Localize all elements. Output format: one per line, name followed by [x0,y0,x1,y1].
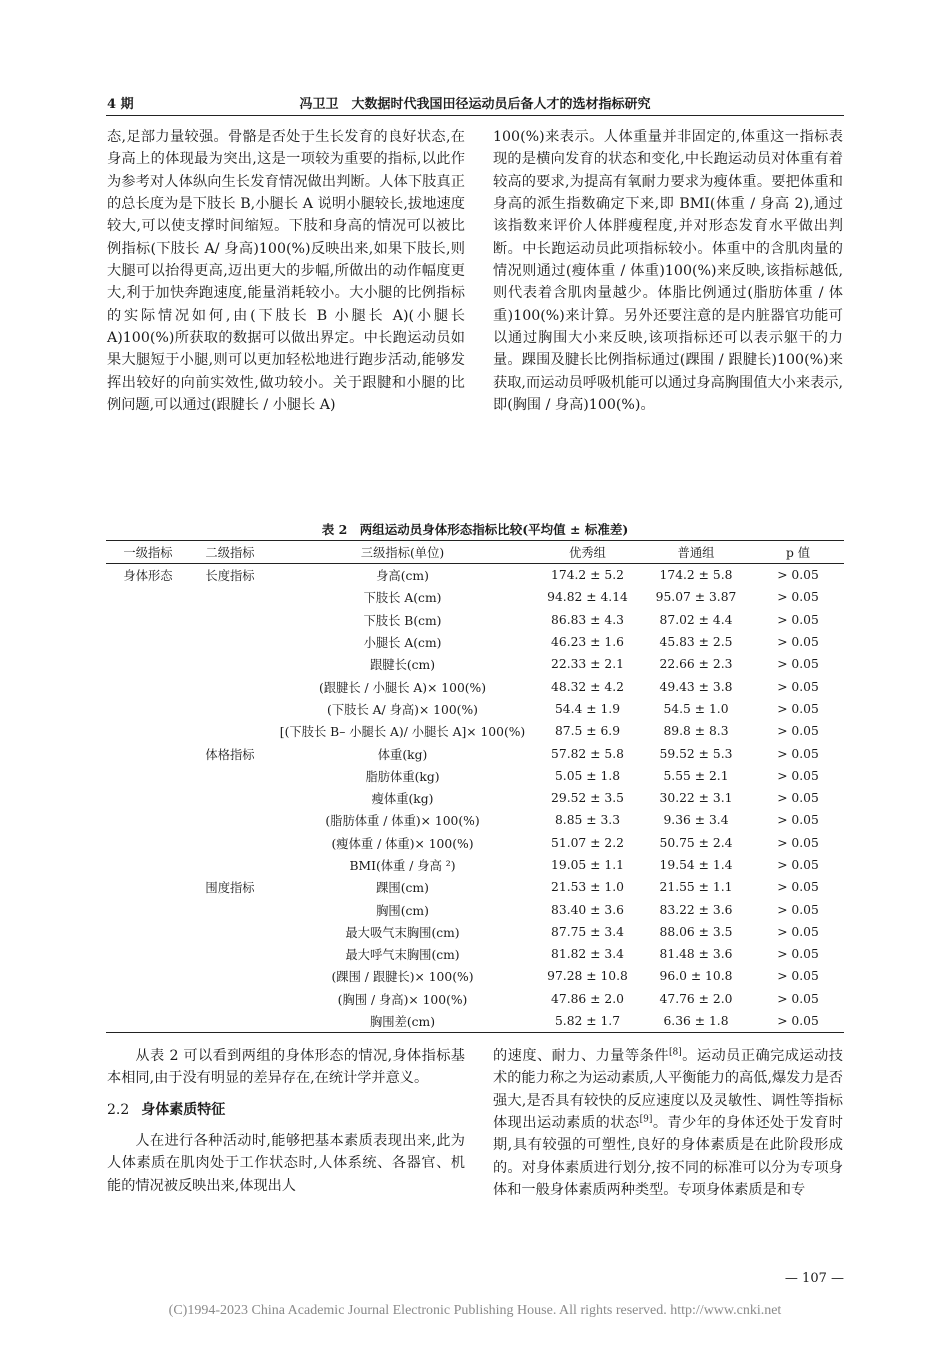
level2-cell: 体格指标 [205,747,255,762]
level2-cell [190,854,270,876]
p-value-cell: > 0.05 [777,791,819,806]
table-row [106,809,844,831]
level3-cell: 胸围(cm) [376,903,429,918]
excellent-cell: 97.28 ± 10.8 [547,969,628,984]
level1-cell [106,943,190,965]
level1-cell [106,809,190,831]
table-row [106,988,844,1010]
excellent-cell: 51.07 ± 2.2 [551,835,624,850]
page-number: — 107 — [784,1271,844,1286]
table-row [106,876,844,898]
excellent-cell: 19.05 ± 1.1 [551,858,624,872]
p-value-cell: > 0.05 [777,724,819,739]
excellent-cell: 87.5 ± 6.9 [554,724,621,739]
level1-cell [106,898,190,920]
reference-8[interactable]: [8] [668,1047,682,1058]
header-level3: 三级指标(单位) [360,546,445,560]
level3-cell: (下肢长 A/ 身高)× 100(%) [327,702,478,717]
ordinary-cell: 81.48 ± 3.6 [659,947,733,962]
level1-cell [106,787,190,809]
level1-cell [106,854,190,876]
level3-cell: (踝围 / 跟腱长)× 100(%) [331,970,474,985]
table-row [106,742,844,764]
header-level2: 二级指标 [205,546,255,560]
level1-cell [106,586,190,608]
excellent-cell: 8.85 ± 3.3 [554,813,621,828]
level2-cell [190,832,270,854]
p-value-cell: > 0.05 [777,813,819,828]
level1-cell [106,609,190,631]
table-row [106,631,844,653]
level3-cell: (瘦体重 / 体重)× 100(%) [331,836,474,851]
bottom-right-column [493,1045,843,1201]
ordinary-cell: 30.22 ± 3.1 [659,791,733,806]
level2-cell [190,1010,270,1033]
table-row [106,898,844,920]
table-row [106,1010,844,1033]
header-issue: 4 期 [107,97,134,112]
level1-cell [106,832,190,854]
ordinary-cell: 21.55 ± 1.1 [659,880,733,895]
ordinary-cell: 45.83 ± 2.5 [659,635,733,650]
p-value-cell: > 0.05 [777,612,819,627]
table-row [106,653,844,675]
p-value-cell: > 0.05 [777,969,819,984]
ordinary-cell: 9.36 ± 3.4 [663,813,729,828]
ordinary-cell: 6.36 ± 1.8 [663,1014,729,1029]
table-row [106,564,844,587]
p-value-cell: > 0.05 [777,1014,819,1029]
level3-cell: 下肢长 B(cm) [363,613,442,628]
table-header-row [106,541,844,564]
p-value-cell: > 0.05 [777,880,819,895]
level2-cell: 长度指标 [205,569,255,584]
p-value-cell: > 0.05 [777,590,819,605]
level3-cell: 身高(cm) [376,569,429,584]
level3-cell: 瘦体重(kg) [371,792,434,807]
morphology-table [106,540,844,1033]
p-value-cell: > 0.05 [777,947,819,962]
excellent-cell: 57.82 ± 5.8 [551,746,624,761]
left-column-paragraph: 态,足部力量较强。骨骼是否处于生长发育的良好状态,在身高上的体现最为突出,这是一项较为重要的指标,以此作为参考对人体纵向生长发育情况做出判断。人体下肢真正的总长度为是下肢长 B,小腿长 A 说明小腿较长,拔地速度较大,可以使支撑时间缩短。下肢和身高的情况可以被比例指标(下肢长 A/ 身高)100(%)反映出来,如果下肢长,则大腿可以抬得更高,迈出更大的步幅,所做出的动作幅度更大,利于加快奔跑速度,能量消耗较小。大小腿的比例指标的实际情况如何,由(下肢长 B 小腿长 A)(小腿长 A)100(%)所获取的数据可以做出界定。中长跑运动员如果大腿短于小腿,则可以更加轻松地进行跑步活动,能够发挥出较好的向前实效性,做功较小。关于跟腱和小腿的比例问题,可以通过(跟腱长 / 小腿长 A) [107,129,465,414]
table-row [106,832,844,854]
p-value-cell: > 0.05 [777,858,819,872]
level3-cell: 胸围差(cm) [369,1015,436,1030]
p-value-cell: > 0.05 [777,746,819,761]
level1-cell [106,765,190,787]
excellent-cell: 47.86 ± 2.0 [551,991,624,1006]
ordinary-cell: 88.06 ± 3.5 [659,924,733,939]
level1-cell [106,653,190,675]
p-value-cell: > 0.05 [777,568,819,583]
level1-cell [106,720,190,742]
level1-cell [106,988,190,1010]
excellent-cell: 48.32 ± 4.2 [551,679,624,694]
excellent-cell: 86.83 ± 4.3 [551,612,624,627]
ordinary-cell: 5.55 ± 2.1 [663,768,729,783]
level1-cell [106,921,190,943]
ordinary-cell: 19.54 ± 1.4 [659,858,733,872]
level1-cell [106,1010,190,1033]
level3-cell: (跟腱长 / 小腿长 A)× 100(%) [318,680,487,695]
level3-cell: 踝围(cm) [376,881,429,896]
level1-cell [106,675,190,697]
table-row [106,943,844,965]
header-ordinary: 普通组 [677,546,715,560]
level3-cell: 跟腱长(cm) [369,658,436,673]
table-row [106,765,844,787]
excellent-cell: 87.75 ± 3.4 [551,924,624,939]
level3-cell: 小腿长 A(cm) [363,636,442,651]
level1-cell: 身体形态 [123,569,173,584]
level2-cell [190,675,270,697]
level2-cell [190,631,270,653]
header-rule [106,115,844,116]
p-value-cell: > 0.05 [777,657,819,672]
table-row [106,921,844,943]
p-value-cell: > 0.05 [777,924,819,939]
level2-cell [190,720,270,742]
ordinary-cell: 59.52 ± 5.3 [659,746,733,761]
header-p-value: p 值 [785,546,811,560]
excellent-cell: 29.52 ± 3.5 [551,791,624,806]
ordinary-cell: 89.8 ± 8.3 [663,724,729,739]
section-heading [107,1099,465,1121]
ordinary-cell: 47.76 ± 2.0 [659,991,733,1006]
header-excellent: 优秀组 [569,546,606,560]
ordinary-cell: 95.07 ± 3.87 [655,590,737,605]
level2-cell [190,965,270,987]
level2-cell [190,609,270,631]
text-segment: 。青少年的身体还处于发育时期,具有较强的可塑性,良好的身体素质是在此阶段形成的。对身体素质进行划分,按不同的标准可以分为专项身体和一般身体素质两种类型。专项身体素质是和专 [493,1115,843,1199]
table-row [106,609,844,631]
table-row [106,720,844,742]
p-value-cell: > 0.05 [777,679,819,694]
table-row [106,854,844,876]
level3-cell: 最大呼气末胸围(cm) [345,948,460,963]
section-title: 身体素质特征 [141,1101,226,1118]
level1-cell [106,631,190,653]
level3-cell: 最大吸气末胸围(cm) [345,925,460,940]
text-segment: 。运动员正确完成运动技术的能力称之为运动素质,人平衡能力的高低,爆发力是否强大,是否具有较快的反应速度以及灵敏性、调性等指标体现出运动素质的状态 [493,1048,843,1132]
ordinary-cell: 174.2 ± 5.8 [659,568,733,583]
level2-cell [190,898,270,920]
header-level1: 一级指标 [123,546,173,560]
level1-cell [106,742,190,764]
level2-cell [190,921,270,943]
level2-cell [190,943,270,965]
section-number: 2.2 [107,1101,130,1118]
reference-9[interactable]: [9] [639,1114,653,1125]
excellent-cell: 5.82 ± 1.7 [554,1014,621,1029]
continued-paragraph [493,1045,843,1201]
ordinary-cell: 49.43 ± 3.8 [659,679,733,694]
right-column [493,126,843,416]
ordinary-cell: 22.66 ± 2.3 [659,657,733,672]
table-body [106,564,844,1033]
excellent-cell: 46.23 ± 1.6 [551,635,624,650]
table-row [106,965,844,987]
level2-cell [190,787,270,809]
excellent-cell: 21.53 ± 1.0 [551,880,624,895]
excellent-cell: 83.40 ± 3.6 [551,902,624,917]
level3-cell: (胸围 / 身高)× 100(%) [337,992,468,1007]
summary-paragraph: 从表 2 可以看到两组的身体形态的情况,身体指标基本相同,由于没有明显的差异存在,在统计学并意义。 [107,1048,465,1087]
excellent-cell: 81.82 ± 3.4 [551,947,624,962]
ordinary-cell: 87.02 ± 4.4 [659,612,733,627]
left-column [107,126,465,416]
level3-cell: 脂肪体重(kg) [365,769,440,784]
ordinary-cell: 83.22 ± 3.6 [659,902,733,917]
level2-cell [190,809,270,831]
level3-cell: 下肢长 A(cm) [363,591,442,606]
level3-cell: BMI(体重 / 身高 ²) [349,859,456,873]
text-segment: 的速度、耐力、力量等条件 [493,1048,669,1064]
header-title: 冯卫卫 大数据时代我国田径运动员后备人才的选材指标研究 [299,97,651,112]
p-value-cell: > 0.05 [777,902,819,917]
table-row [106,586,844,608]
ordinary-cell: 96.0 ± 10.8 [659,969,733,984]
right-column-paragraph: 100(%)来表示。人体重量并非固定的,体重这一指标表现的是横向发育的状态和变化,中长跑运动员对体重有着较高的要求,为提高有氧耐力要求为瘦体重。要把体重和身高的派生指数确定下来,即 BMI(体重 / 身高 2),通过该指数来评价人体胖瘦程度,并对形态发育水平做出判断。中长跑运动员此项指标较小。体重中的含肌肉量的情况则通过(瘦体重 / 体重)100(%)来反映,该指标越低,则代表着含肌肉量越少。体脂比例通过(脂肪体重 / 体重)100(%)来计算。另外还要注意的是内脏器官功能可以通过胸围大小来反映,该项指标还可以表示躯干的力量。踝围及腱长比例指标通过(踝围 / 跟腱长)100(%)来获取,而运动员呼吸机能可以通过身高胸围值大小来表示,即(胸围 / 身高)100(%)。 [493,129,843,414]
level3-cell: 体重(kg) [377,747,428,762]
excellent-cell: 94.82 ± 4.14 [547,590,628,605]
table-caption: 表 2 两组运动员身体形态指标比较(平均值 ± 标准差) [321,522,629,537]
excellent-cell: 54.4 ± 1.9 [554,701,621,716]
level2-cell [190,765,270,787]
level2-cell [190,653,270,675]
ordinary-cell: 54.5 ± 1.0 [663,701,729,716]
excellent-cell: 174.2 ± 5.2 [551,568,624,583]
level2-cell [190,586,270,608]
p-value-cell: > 0.05 [777,991,819,1006]
p-value-cell: > 0.05 [777,768,819,783]
level2-cell [190,698,270,720]
level1-cell [106,965,190,987]
bottom-left-column [107,1045,465,1197]
excellent-cell: 5.05 ± 1.8 [554,768,621,783]
table-row [106,698,844,720]
level2-cell: 围度指标 [205,881,255,896]
excellent-cell: 22.33 ± 2.1 [551,657,624,672]
level1-cell [106,876,190,898]
p-value-cell: > 0.05 [777,701,819,716]
p-value-cell: > 0.05 [777,835,819,850]
table-row [106,787,844,809]
level2-cell [190,988,270,1010]
p-value-cell: > 0.05 [777,635,819,650]
level3-cell: [(下肢长 B– 小腿长 A)/ 小腿长 A]× 100(%) [279,725,526,740]
level1-cell [106,698,190,720]
ordinary-cell: 50.75 ± 2.4 [659,835,733,850]
section-paragraph: 人在进行各种活动时,能够把基本素质表现出来,此为人体素质在肌肉处于工作状态时,人体系统、各器官、机能的情况被反映出来,体现出人 [107,1133,465,1194]
table-row [106,675,844,697]
copyright-notice: (C)1994-2023 China Academic Journal Electronic Publishing House. All rights reserved. http://www.cnki.net [168,1303,782,1318]
level3-cell: (脂肪体重 / 体重)× 100(%) [325,814,480,829]
